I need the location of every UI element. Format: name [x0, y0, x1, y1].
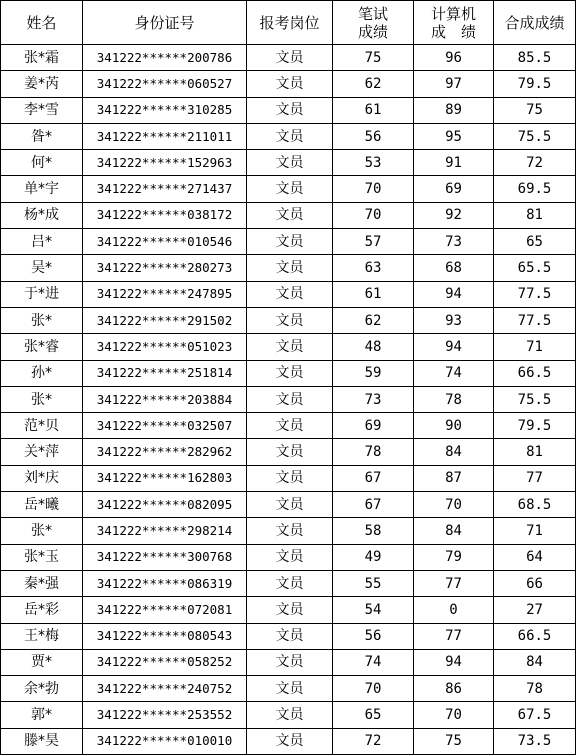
cell-position: 文员 [247, 518, 333, 544]
cell-name: 何* [1, 150, 83, 176]
cell-computer-score: 79 [414, 544, 494, 570]
cell-id-number: 341222******162803 [83, 465, 247, 491]
table-row [1, 570, 576, 596]
cell-computer-score: 78 [414, 386, 494, 412]
cell-computer-score: 69 [414, 176, 494, 202]
cell-total-score: 71 [494, 334, 576, 360]
cell-total-score: 75 [494, 97, 576, 123]
cell-id-number: 341222******240752 [83, 676, 247, 702]
cell-position: 文员 [247, 570, 333, 596]
cell-computer-score: 70 [414, 702, 494, 728]
cell-computer-score: 95 [414, 123, 494, 149]
cell-written-score: 74 [333, 649, 414, 675]
cell-total-score: 69.5 [494, 176, 576, 202]
cell-name: 王*梅 [1, 623, 83, 649]
table-row [1, 202, 576, 228]
cell-written-score: 54 [333, 597, 414, 623]
cell-id-number: 341222******010546 [83, 229, 247, 255]
cell-computer-score: 94 [414, 649, 494, 675]
cell-name: 孙* [1, 360, 83, 386]
cell-computer-score: 94 [414, 334, 494, 360]
table-row [1, 229, 576, 255]
cell-position: 文员 [247, 123, 333, 149]
table-row [1, 649, 576, 675]
cell-position: 文员 [247, 97, 333, 123]
cell-total-score: 79.5 [494, 71, 576, 97]
header-computer-score [414, 1, 494, 45]
cell-position: 文员 [247, 45, 333, 71]
cell-written-score: 57 [333, 229, 414, 255]
cell-position: 文员 [247, 360, 333, 386]
cell-name: 滕*昊 [1, 728, 83, 754]
cell-written-score: 65 [333, 702, 414, 728]
cell-written-score: 59 [333, 360, 414, 386]
table-row [1, 123, 576, 149]
cell-computer-score: 86 [414, 676, 494, 702]
cell-name: 吕* [1, 229, 83, 255]
cell-computer-score: 97 [414, 71, 494, 97]
cell-name: 张*玉 [1, 544, 83, 570]
cell-name: 李*雪 [1, 97, 83, 123]
cell-computer-score: 90 [414, 413, 494, 439]
cell-name: 郭* [1, 702, 83, 728]
cell-position: 文员 [247, 176, 333, 202]
cell-name: 关*萍 [1, 439, 83, 465]
cell-computer-score: 91 [414, 150, 494, 176]
table-body [1, 45, 576, 755]
cell-name: 张* [1, 518, 83, 544]
header-written-score [333, 1, 414, 45]
table-row [1, 544, 576, 570]
cell-written-score: 49 [333, 544, 414, 570]
cell-total-score: 77.5 [494, 307, 576, 333]
cell-total-score: 66.5 [494, 360, 576, 386]
header-position: 报考岗位 [247, 1, 333, 45]
cell-name: 刘*庆 [1, 465, 83, 491]
cell-written-score: 73 [333, 386, 414, 412]
cell-written-score: 56 [333, 123, 414, 149]
table-row [1, 334, 576, 360]
cell-computer-score: 84 [414, 518, 494, 544]
cell-id-number: 341222******072081 [83, 597, 247, 623]
cell-written-score: 67 [333, 492, 414, 518]
cell-name: 贾* [1, 649, 83, 675]
cell-written-score: 55 [333, 570, 414, 596]
cell-total-score: 79.5 [494, 413, 576, 439]
cell-position: 文员 [247, 728, 333, 754]
table-row [1, 281, 576, 307]
table-row [1, 150, 576, 176]
cell-position: 文员 [247, 386, 333, 412]
cell-position: 文员 [247, 676, 333, 702]
cell-position: 文员 [247, 281, 333, 307]
cell-position: 文员 [247, 597, 333, 623]
header-id-number: 身份证号 [83, 1, 247, 45]
cell-id-number: 341222******060527 [83, 71, 247, 97]
cell-id-number: 341222******251814 [83, 360, 247, 386]
cell-total-score: 84 [494, 649, 576, 675]
cell-written-score: 70 [333, 202, 414, 228]
cell-position: 文员 [247, 229, 333, 255]
cell-name: 岳*彩 [1, 597, 83, 623]
cell-position: 文员 [247, 649, 333, 675]
cell-computer-score: 74 [414, 360, 494, 386]
cell-name: 昝* [1, 123, 83, 149]
cell-computer-score: 92 [414, 202, 494, 228]
cell-name: 张* [1, 386, 83, 412]
cell-total-score: 75.5 [494, 123, 576, 149]
cell-name: 杨*成 [1, 202, 83, 228]
cell-position: 文员 [247, 544, 333, 570]
cell-name: 张*睿 [1, 334, 83, 360]
cell-computer-score: 77 [414, 570, 494, 596]
table-row [1, 307, 576, 333]
table-row [1, 386, 576, 412]
cell-total-score: 81 [494, 202, 576, 228]
cell-id-number: 341222******298214 [83, 518, 247, 544]
table-row [1, 623, 576, 649]
cell-computer-score: 89 [414, 97, 494, 123]
cell-written-score: 61 [333, 97, 414, 123]
cell-written-score: 75 [333, 45, 414, 71]
cell-position: 文员 [247, 255, 333, 281]
cell-written-score: 53 [333, 150, 414, 176]
cell-total-score: 67.5 [494, 702, 576, 728]
cell-total-score: 66 [494, 570, 576, 596]
cell-computer-score: 87 [414, 465, 494, 491]
cell-total-score: 65 [494, 229, 576, 255]
cell-id-number: 341222******271437 [83, 176, 247, 202]
cell-computer-score: 77 [414, 623, 494, 649]
cell-total-score: 65.5 [494, 255, 576, 281]
cell-written-score: 62 [333, 71, 414, 97]
cell-total-score: 85.5 [494, 45, 576, 71]
cell-written-score: 58 [333, 518, 414, 544]
table-row [1, 71, 576, 97]
cell-total-score: 64 [494, 544, 576, 570]
cell-position: 文员 [247, 307, 333, 333]
cell-id-number: 341222******086319 [83, 570, 247, 596]
cell-position: 文员 [247, 334, 333, 360]
cell-total-score: 27 [494, 597, 576, 623]
cell-id-number: 341222******200786 [83, 45, 247, 71]
cell-id-number: 341222******211011 [83, 123, 247, 149]
cell-written-score: 61 [333, 281, 414, 307]
cell-written-score: 70 [333, 676, 414, 702]
table-row [1, 176, 576, 202]
cell-id-number: 341222******058252 [83, 649, 247, 675]
cell-total-score: 81 [494, 439, 576, 465]
table-row [1, 728, 576, 754]
table-row [1, 45, 576, 71]
header-computer-line2: 成 绩 [430, 22, 476, 41]
table-row [1, 465, 576, 491]
cell-id-number: 341222******051023 [83, 334, 247, 360]
cell-written-score: 48 [333, 334, 414, 360]
cell-total-score: 78 [494, 676, 576, 702]
cell-name: 岳*曦 [1, 492, 83, 518]
cell-id-number: 341222******080543 [83, 623, 247, 649]
cell-written-score: 69 [333, 413, 414, 439]
cell-name: 余*勃 [1, 676, 83, 702]
table-header [1, 1, 576, 45]
cell-id-number: 341222******291502 [83, 307, 247, 333]
header-computer-line1: 计算机 [430, 4, 476, 23]
cell-id-number: 341222******300768 [83, 544, 247, 570]
cell-computer-score: 73 [414, 229, 494, 255]
cell-name: 单*宇 [1, 176, 83, 202]
table-row [1, 360, 576, 386]
cell-written-score: 56 [333, 623, 414, 649]
cell-written-score: 70 [333, 176, 414, 202]
cell-computer-score: 84 [414, 439, 494, 465]
table-row [1, 255, 576, 281]
cell-computer-score: 0 [414, 597, 494, 623]
cell-id-number: 341222******310285 [83, 97, 247, 123]
table-row [1, 97, 576, 123]
cell-position: 文员 [247, 150, 333, 176]
cell-total-score: 73.5 [494, 728, 576, 754]
header-written-line1: 笔试 [357, 4, 388, 23]
cell-total-score: 77.5 [494, 281, 576, 307]
cell-total-score: 71 [494, 518, 576, 544]
table-row [1, 413, 576, 439]
cell-computer-score: 70 [414, 492, 494, 518]
cell-name: 秦*强 [1, 570, 83, 596]
cell-total-score: 75.5 [494, 386, 576, 412]
cell-position: 文员 [247, 465, 333, 491]
cell-total-score: 77 [494, 465, 576, 491]
cell-position: 文员 [247, 439, 333, 465]
cell-id-number: 341222******038172 [83, 202, 247, 228]
cell-name: 于*进 [1, 281, 83, 307]
cell-id-number: 341222******282962 [83, 439, 247, 465]
cell-id-number: 341222******247895 [83, 281, 247, 307]
cell-written-score: 72 [333, 728, 414, 754]
table-row [1, 702, 576, 728]
cell-computer-score: 75 [414, 728, 494, 754]
cell-total-score: 66.5 [494, 623, 576, 649]
cell-written-score: 67 [333, 465, 414, 491]
table-row [1, 439, 576, 465]
cell-position: 文员 [247, 202, 333, 228]
cell-computer-score: 93 [414, 307, 494, 333]
cell-position: 文员 [247, 413, 333, 439]
table-row [1, 597, 576, 623]
header-written-line2: 成绩 [357, 22, 388, 41]
cell-computer-score: 68 [414, 255, 494, 281]
cell-position: 文员 [247, 492, 333, 518]
cell-position: 文员 [247, 702, 333, 728]
cell-id-number: 341222******032507 [83, 413, 247, 439]
cell-id-number: 341222******280273 [83, 255, 247, 281]
cell-id-number: 341222******253552 [83, 702, 247, 728]
cell-position: 文员 [247, 71, 333, 97]
cell-computer-score: 96 [414, 45, 494, 71]
cell-name: 张*霜 [1, 45, 83, 71]
cell-written-score: 62 [333, 307, 414, 333]
cell-id-number: 341222******082095 [83, 492, 247, 518]
cell-name: 张* [1, 307, 83, 333]
header-name: 姓名 [1, 1, 83, 45]
cell-name: 吴* [1, 255, 83, 281]
cell-total-score: 72 [494, 150, 576, 176]
header-row [1, 1, 576, 45]
cell-computer-score: 94 [414, 281, 494, 307]
table-row [1, 492, 576, 518]
cell-id-number: 341222******152963 [83, 150, 247, 176]
table-row [1, 676, 576, 702]
cell-position: 文员 [247, 623, 333, 649]
cell-total-score: 68.5 [494, 492, 576, 518]
cell-name: 范*贝 [1, 413, 83, 439]
cell-id-number: 341222******203884 [83, 386, 247, 412]
header-total-score: 合成成绩 [494, 1, 576, 45]
cell-id-number: 341222******010010 [83, 728, 247, 754]
cell-written-score: 63 [333, 255, 414, 281]
table-row [1, 518, 576, 544]
cell-written-score: 78 [333, 439, 414, 465]
cell-name: 姜*芮 [1, 71, 83, 97]
